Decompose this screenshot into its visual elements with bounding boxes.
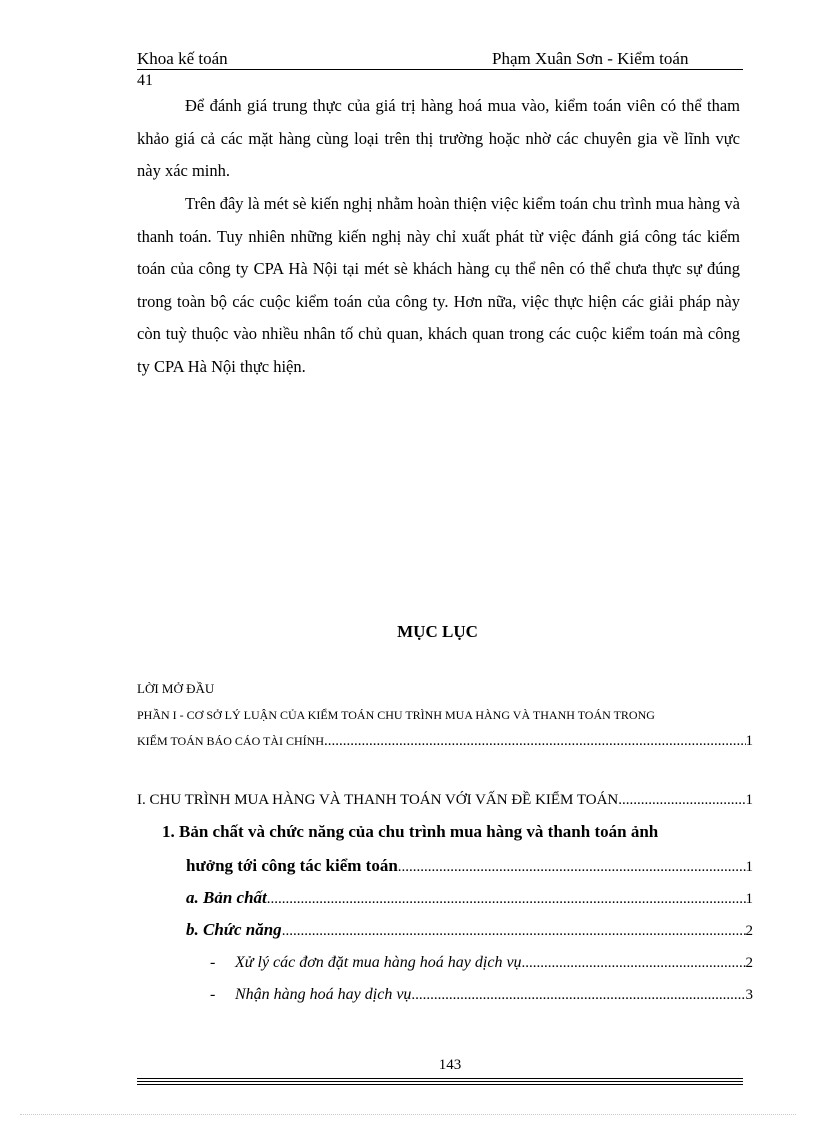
toc-bullet1-label: Xử lý các đơn đặt mua hàng hoá hay dịch vụ	[235, 954, 522, 971]
toc-intro: LỜI MỞ ĐẦU	[137, 681, 215, 696]
toc-bullet2-label: Nhận hàng hoá hay dịch vụ	[235, 986, 412, 1003]
toc-leader	[522, 955, 746, 972]
toc-bullet1-entry	[235, 954, 753, 972]
toc-item1-entry	[186, 856, 753, 876]
toc-item-a-entry	[186, 888, 753, 908]
footer-rule	[137, 1081, 743, 1082]
toc-item-b-label: b. Chức năng	[186, 920, 282, 939]
toc-item-b-entry	[186, 920, 753, 940]
toc-leader	[324, 733, 745, 750]
toc-leader	[267, 891, 746, 908]
toc-part1-line2: KIỂM TOÁN BÁO CÁO TÀI CHÍNH	[137, 734, 325, 748]
toc-item1-line2: hưởng tới công tác kiểm toán	[186, 856, 398, 875]
toc-section1-label: I. CHU TRÌNH MUA HÀNG VÀ THANH TOÁN VỚI VẤN ĐỀ KIỂM TOÁN	[137, 792, 619, 808]
toc-bullet2-marker: -	[210, 986, 216, 1003]
page-edge-dots	[20, 1114, 796, 1115]
header-rule	[137, 69, 743, 70]
toc-bullet2-entry	[235, 986, 753, 1004]
body-paragraph-1: Để đánh giá trung thực của giá trị hàng hoá mua vào, kiểm toán viên có thể tham khảo giá cả các mặt hàng cùng loại trên thị trường hoặc nhờ các chuyên gia về lĩnh vực này xác minh.	[137, 96, 740, 180]
footer-rule	[137, 1084, 743, 1085]
header-left: Khoa kế toán	[137, 49, 228, 68]
toc-item-a-label: a. Bản chất	[186, 888, 267, 907]
toc-section1-page: 1	[745, 792, 753, 808]
toc-leader	[282, 923, 746, 940]
toc-bullet2-page: 3	[745, 987, 753, 1003]
body-paragraph-2: Trên đây là mét sè kiến nghị nhằm hoàn thiện việc kiểm toán chu trình mua hàng và thanh toán. Tuy nhiên những kiến nghị này chỉ xuất phát từ việc đánh giá công tác kiểm toán của công ty CPA Hà Nội tại mét sè khách hàng cụ thể nên có thể chưa thực sự đúng trong toàn bộ các cuộc kiểm toán của công ty. Hơn nữa, việc thực hiện các giải pháp này còn tuỳ thuộc vào nhiều nhân tố chủ quan, khách quan trong các cuộc kiểm toán mà công ty CPA Hà Nội thực hiện.	[137, 194, 740, 376]
toc-item1-page: 1	[745, 859, 753, 875]
toc-item1-line1: 1. Bản chất và chức năng của chu trình mua hàng và thanh toán ảnh	[162, 822, 659, 841]
toc-leader	[411, 987, 745, 1004]
toc-item-a-page: 1	[745, 891, 753, 907]
header-number: 41	[137, 72, 153, 89]
header-right: Phạm Xuân Sơn - Kiểm toán	[492, 49, 689, 68]
toc-leader	[398, 859, 746, 876]
toc-item-b-page: 2	[745, 923, 753, 939]
toc-bullet1-marker: -	[210, 954, 216, 971]
footer-page-number: 143	[438, 1057, 462, 1073]
toc-part1-page: 1	[745, 733, 753, 749]
toc-leader	[618, 792, 745, 809]
toc-bullet1-page: 2	[745, 955, 753, 971]
toc-part1-entry	[137, 733, 753, 750]
toc-section1-entry	[137, 792, 753, 809]
toc-title: MỤC LỤC	[397, 622, 478, 641]
footer-rule	[137, 1078, 743, 1079]
toc-part1-line1: PHẦN I - CƠ SỞ LÝ LUẬN CỦA KIỂM TOÁN CHU TRÌNH MUA HÀNG VÀ THANH TOÁN TRONG	[137, 708, 655, 722]
